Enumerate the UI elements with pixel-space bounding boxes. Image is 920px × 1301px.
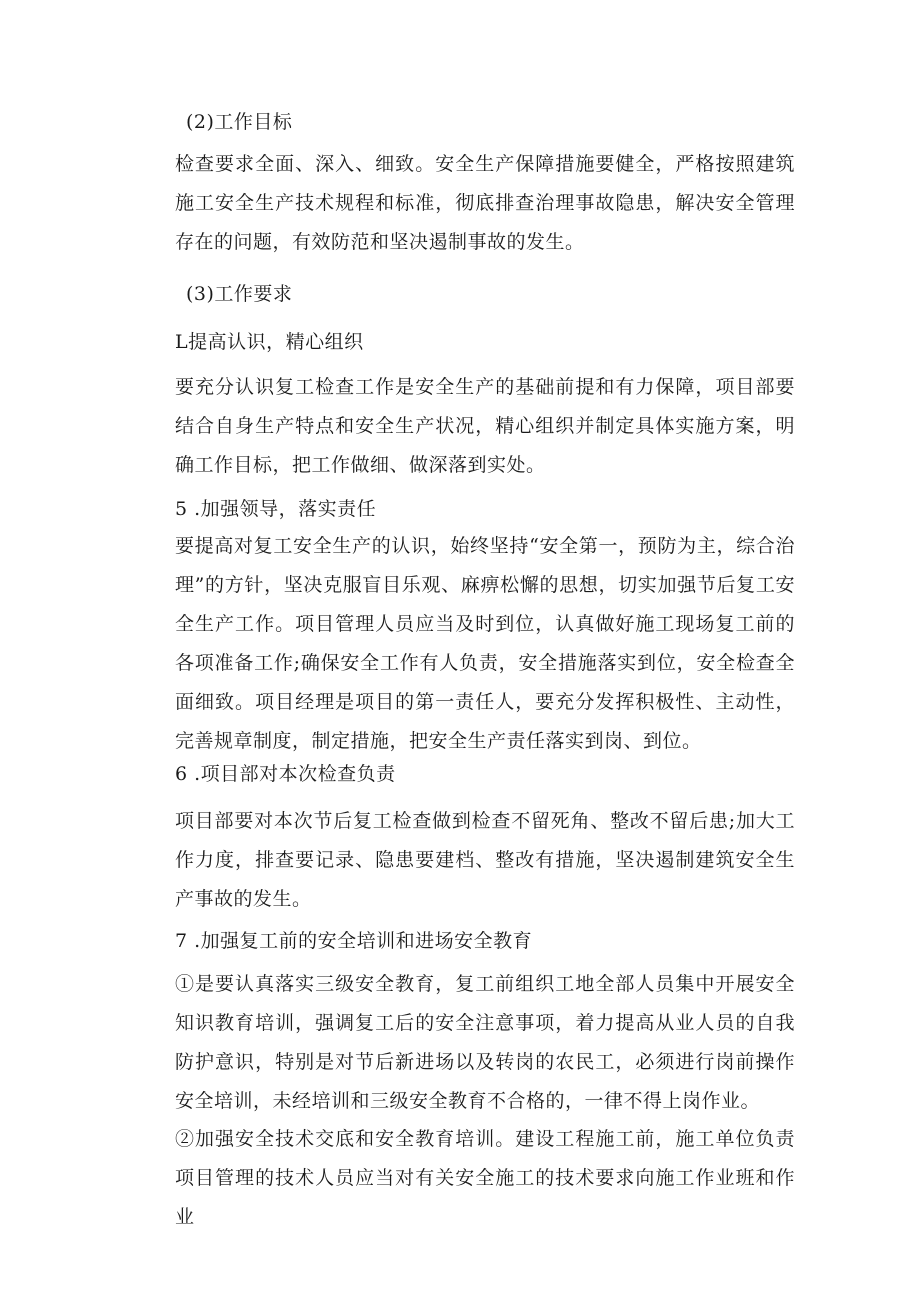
paragraph-awareness: 要充分认识复工检查工作是安全生产的基础前提和有力保障，项目部要结合自身生产特点和安全生产状况，精心组织并制定具体实施方案，明确工作目标，把工作做细、做深落到实处。 — [175, 376, 795, 476]
item-heading-safety-training: 7 .加强复工前的安全培训和进场安全教育 — [175, 930, 533, 952]
paragraph-work-goal: 检查要求全面、深入、细致。安全生产保障措施要健全，严格按照建筑施工安全生产技术规程和标准，彻底排查治理事故隐患，解决安全管理存在的问题，有效防范和坚决遏制事故的发生。 — [175, 153, 795, 253]
section-heading-work-requirements: (3)工作要求 — [186, 283, 293, 305]
section-heading-work-goal: (2)工作目标 — [186, 111, 293, 133]
paragraph-technical-briefing: ②加强安全技术交底和安全教育培训。建设工程施工前，施工单位负责项目管理的技术人员应当对有关安全施工的技术要求向施工作业班和作业 — [175, 1128, 795, 1228]
paragraph-project-responsibility: 项目部要对本次节后复工检查做到检查不留死角、整改不留后患;加大工作力度，排查要记录、隐患要建档、整改有措施，坚决遏制建筑安全生产事故的发生。 — [175, 810, 795, 910]
item-heading-project-responsibility: 6 .项目部对本次检查负责 — [175, 763, 396, 785]
item-heading-leadership: 5 .加强领导，落实责任 — [175, 498, 377, 520]
item-heading-awareness: L提高认识，精心组织 — [175, 331, 364, 353]
paragraph-three-level-education: ①是要认真落实三级安全教育，复工前组织工地全部人员集中开展安全知识教育培训，强调复工后的安全注意事项，着力提高从业人员的自我防护意识，特别是对节后新进场以及转岗的农民工，必须进行岗前操作安全培训，未经培训和三级安全教育不合格的，一律不得上岗作业。 — [175, 973, 795, 1112]
paragraph-leadership: 要提高对复工安全生产的认识，始终坚持“安全第一，预防为主，综合治理”的方针，坚决克服盲目乐观、麻痹松懈的思想，切实加强节后复工安全生产工作。项目管理人员应当及时到位，认真做好施工现场复工前的各项准备工作;确保安全工作有人负责，安全措施落实到位，安全检查全面细致。项目经理是项目的第一责任人，要充分发挥积极性、主动性，完善规章制度，制定措施，把安全生产责任落实到岗、到位。 — [175, 535, 795, 752]
